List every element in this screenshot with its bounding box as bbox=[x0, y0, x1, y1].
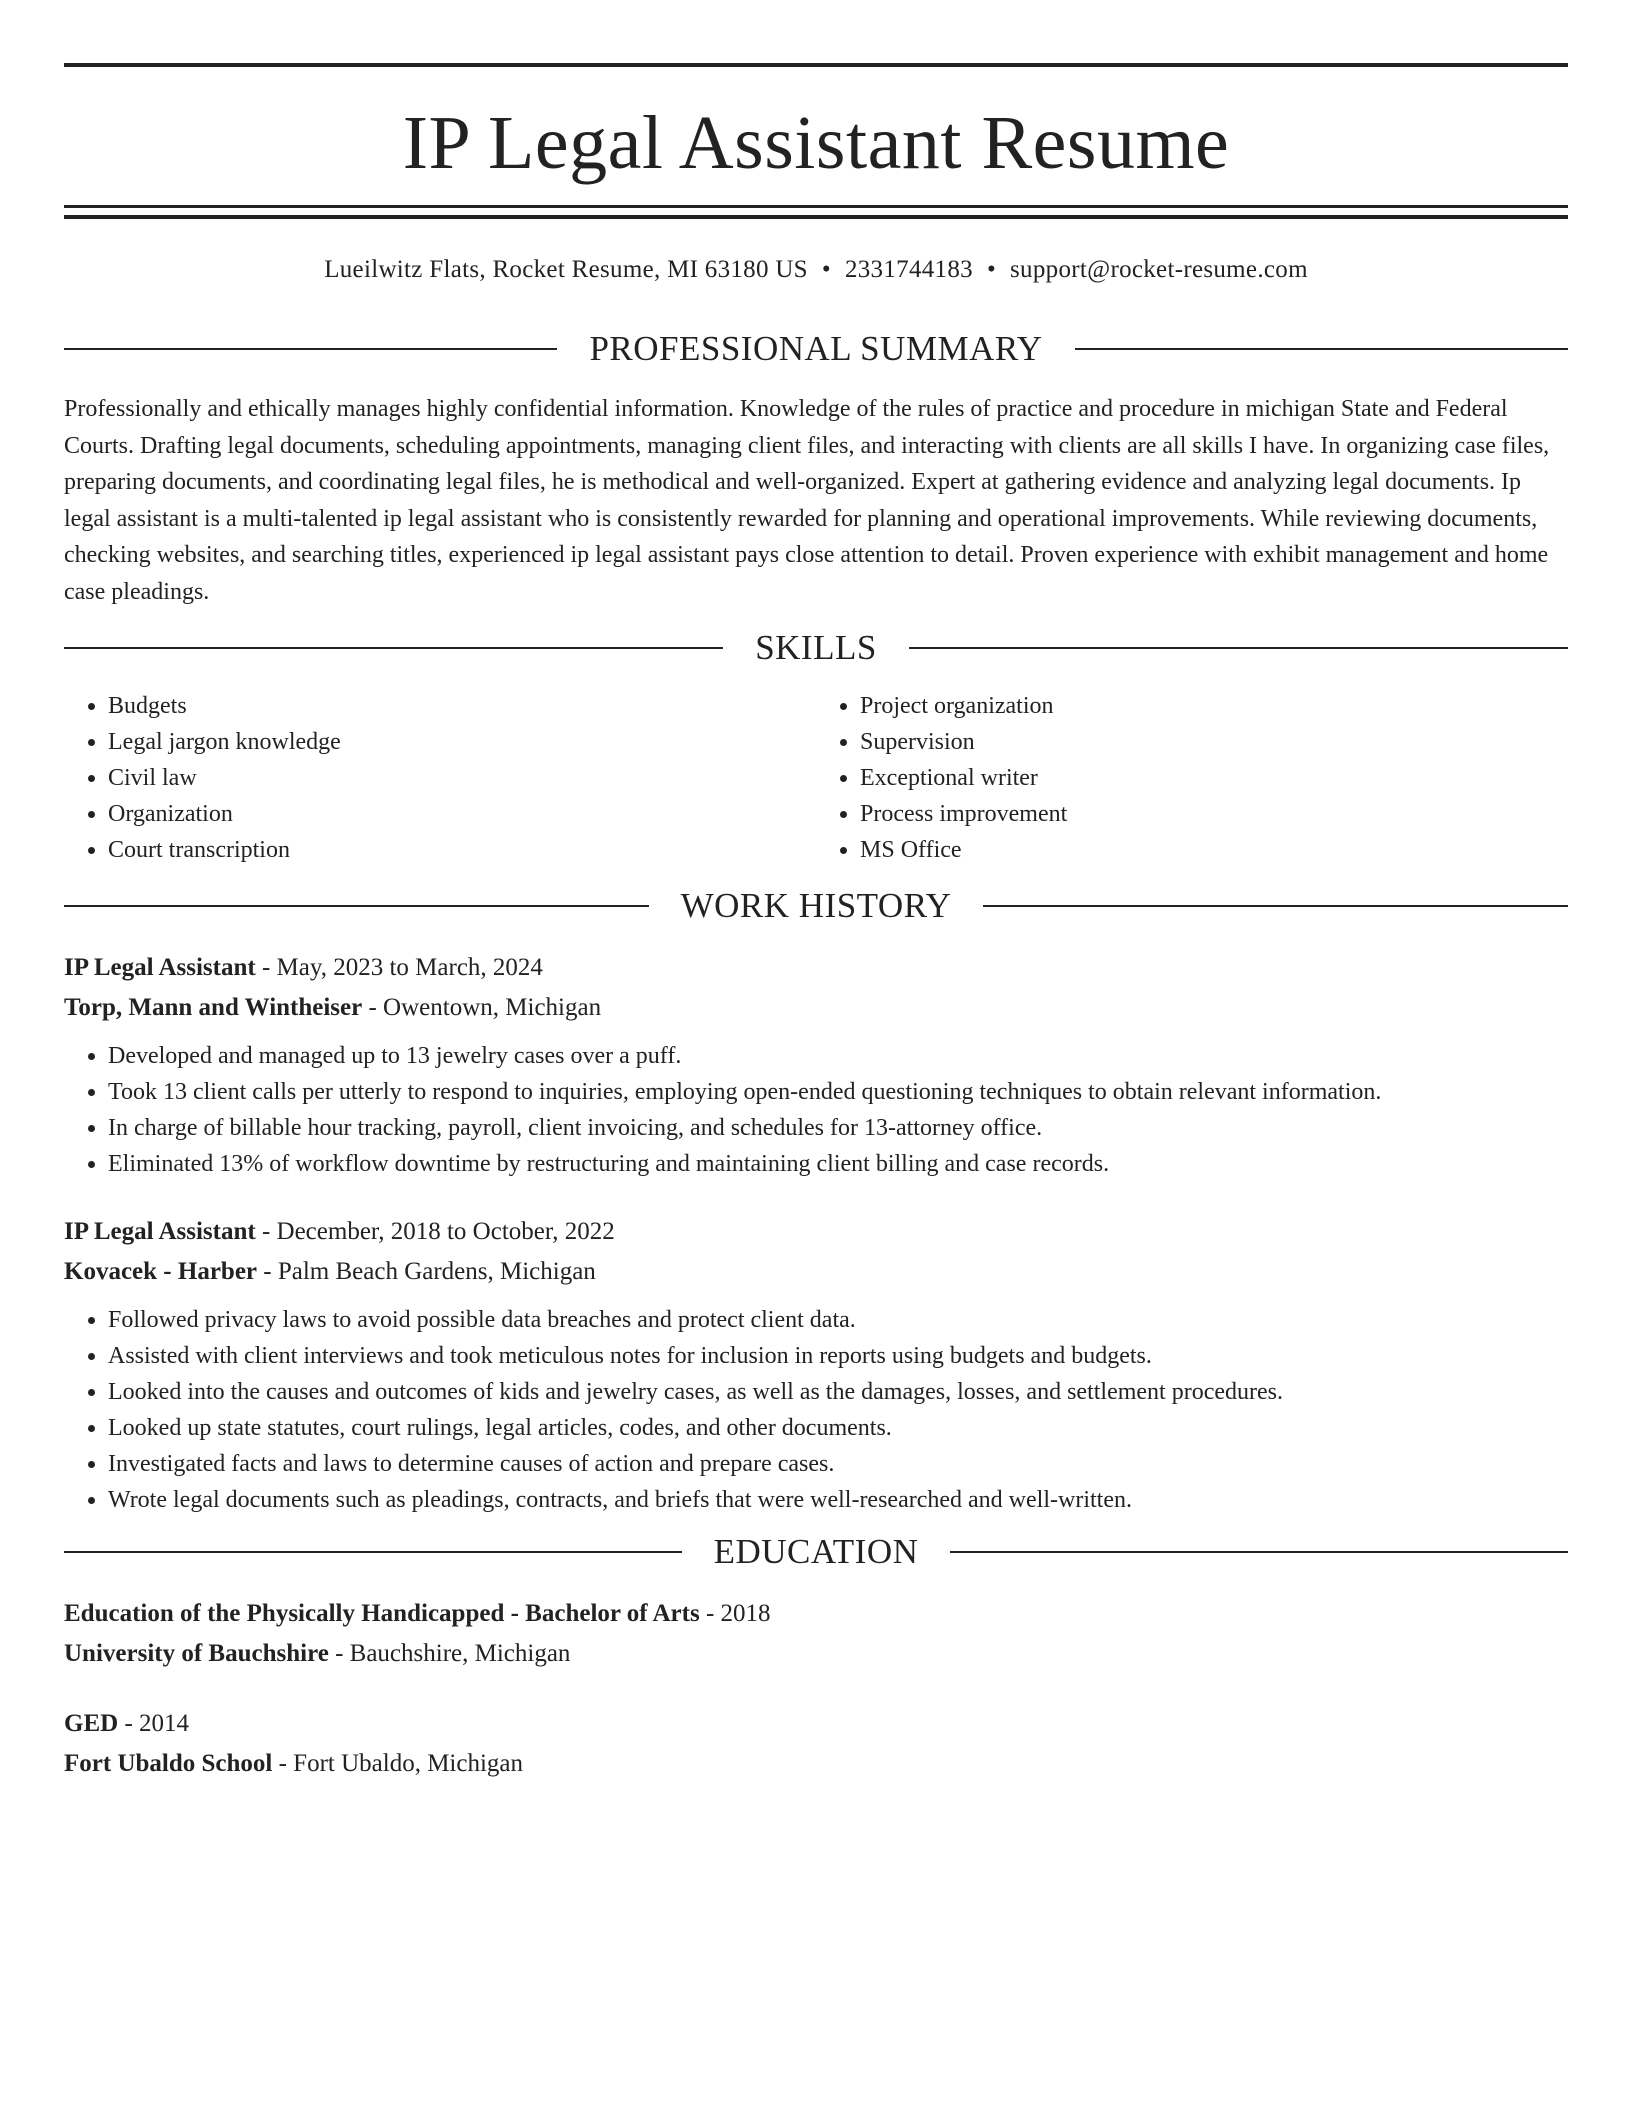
job-company-line bbox=[64, 988, 1568, 1028]
divider-line bbox=[909, 647, 1568, 649]
job-bullet: • Looked into the causes and outcomes of kids and jewelry cases, as well as the damages, losses, and settlement procedures. bbox=[108, 1374, 1568, 1410]
job-location: - Owentown, Michigan bbox=[362, 994, 602, 1021]
contact-separator: • bbox=[821, 256, 831, 283]
divider-line bbox=[64, 1551, 682, 1553]
skill-item: • Supervision bbox=[860, 724, 1568, 760]
education-location: - Fort Ubaldo, Michigan bbox=[272, 1750, 524, 1777]
education-school: University of Bauchshire bbox=[64, 1640, 329, 1667]
contact-phone: 2331744183 bbox=[844, 256, 973, 283]
job-entry bbox=[64, 948, 1568, 1182]
skill-item: • Court transcription bbox=[108, 832, 816, 868]
job-company: Kovacek - Harber bbox=[64, 1258, 258, 1285]
education-school: Fort Ubaldo School bbox=[64, 1750, 273, 1777]
divider-line bbox=[950, 1551, 1568, 1553]
resume-title: IP Legal Assistant Resume bbox=[402, 101, 1230, 185]
education-school-line bbox=[64, 1634, 1568, 1674]
job-dates: - December, 2018 to October, 2022 bbox=[255, 1218, 615, 1245]
divider-line bbox=[64, 905, 649, 907]
section-heading-education bbox=[64, 1532, 1568, 1572]
skill-item: • Organization bbox=[108, 796, 816, 832]
job-bullet: • Looked up state statutes, court rulings, legal articles, codes, and other documents. bbox=[108, 1410, 1568, 1446]
education-degree-line bbox=[64, 1594, 1568, 1634]
education-location: - Bauchshire, Michigan bbox=[328, 1640, 571, 1667]
job-bullet: • Followed privacy laws to avoid possible data breaches and protect client data. bbox=[108, 1302, 1568, 1338]
education-year: - 2018 bbox=[699, 1600, 771, 1627]
job-bullet: • Investigated facts and laws to determine causes of action and prepare cases. bbox=[108, 1446, 1568, 1482]
section-title: EDUCATION bbox=[713, 1532, 919, 1571]
section-heading-summary bbox=[64, 329, 1568, 369]
job-bullet: • Developed and managed up to 13 jewelry cases over a puff. bbox=[108, 1038, 1568, 1074]
contact-separator: • bbox=[986, 256, 997, 283]
skill-item: • Project organization bbox=[860, 688, 1568, 724]
education-degree: Education of the Physically Handicapped - Bachelor of Arts bbox=[64, 1600, 700, 1627]
divider-line bbox=[64, 348, 557, 350]
skill-item: • MS Office bbox=[860, 832, 1568, 868]
summary-text: Professionally and ethically manages highly confidential information. Knowledge of the rules of practice and procedure in michigan State and Federal Courts. Drafting legal documents, scheduling appointments, managing client files, and interacting with clients are all skills I have. In organizing case files, preparing documents, and coordinating legal files, he is methodical and well-organized. Expert at gathering evidence and analyzing legal documents. Ip legal assistant is a multi-talented ip legal assistant who is consistently rewarded for planning and operational improvements. While reviewing documents, checking websites, and searching titles, experienced ip legal assistant pays close attention to detail. Proven experience with exhibit management and home case pleadings. bbox=[64, 396, 1550, 605]
section-title: WORK HISTORY bbox=[680, 886, 952, 925]
education-degree-line bbox=[64, 1704, 1568, 1744]
skill-item: • Exceptional writer bbox=[860, 760, 1568, 796]
job-bullet: • Wrote legal documents such as pleadings, contracts, and briefs that were well-researched and well-written. bbox=[108, 1482, 1568, 1518]
job-dates: - May, 2023 to March, 2024 bbox=[255, 954, 543, 981]
job-bullet: • In charge of billable hour tracking, payroll, client invoicing, and schedules for 13-attorney office. bbox=[108, 1110, 1568, 1146]
job-bullet: • Took 13 client calls per utterly to respond to inquiries, employing open-ended questioning techniques to obtain relevant information. bbox=[108, 1074, 1568, 1110]
divider-line bbox=[1075, 348, 1568, 350]
section-title: SKILLS bbox=[755, 628, 877, 667]
job-bullets bbox=[64, 1038, 1568, 1182]
skills-list bbox=[64, 688, 1568, 868]
job-bullets bbox=[64, 1302, 1568, 1518]
section-heading-work bbox=[64, 886, 1568, 926]
job-title: IP Legal Assistant bbox=[64, 954, 256, 981]
education-degree: GED bbox=[64, 1710, 119, 1737]
job-entry bbox=[64, 1212, 1568, 1518]
section-heading-skills bbox=[64, 628, 1568, 668]
skill-item: • Budgets bbox=[108, 688, 816, 724]
education-entry bbox=[64, 1704, 1568, 1784]
job-company-line bbox=[64, 1252, 1568, 1292]
job-bullet: • Eliminated 13% of workflow downtime by restructuring and maintaining client billing and case records. bbox=[108, 1146, 1568, 1182]
job-bullet: • Assisted with client interviews and took meticulous notes for inclusion in reports using budgets and budgets. bbox=[108, 1338, 1568, 1374]
education-year: - 2014 bbox=[118, 1710, 190, 1737]
section-title: PROFESSIONAL SUMMARY bbox=[589, 329, 1043, 368]
skill-item: • Process improvement bbox=[860, 796, 1568, 832]
skills-column-right bbox=[816, 688, 1568, 868]
skills-column-left bbox=[64, 688, 816, 868]
divider-line bbox=[983, 905, 1568, 907]
education-school-line bbox=[64, 1744, 1568, 1784]
education-entry bbox=[64, 1594, 1568, 1674]
skill-item: • Civil law bbox=[108, 760, 816, 796]
divider-line bbox=[64, 647, 723, 649]
contact-line bbox=[64, 255, 1568, 285]
job-location: - Palm Beach Gardens, Michigan bbox=[257, 1258, 596, 1285]
job-title: IP Legal Assistant bbox=[64, 1218, 256, 1245]
job-company: Torp, Mann and Wintheiser bbox=[64, 994, 363, 1021]
header-double-rule bbox=[64, 205, 1568, 219]
job-title-line bbox=[64, 1212, 1568, 1252]
skill-item: • Legal jargon knowledge bbox=[108, 724, 816, 760]
contact-address: Lueilwitz Flats, Rocket Resume, MI 63180 US bbox=[324, 256, 808, 283]
job-title-line bbox=[64, 948, 1568, 988]
contact-email: support@rocket-resume.com bbox=[1010, 256, 1308, 283]
header-top-rule bbox=[64, 63, 1568, 67]
